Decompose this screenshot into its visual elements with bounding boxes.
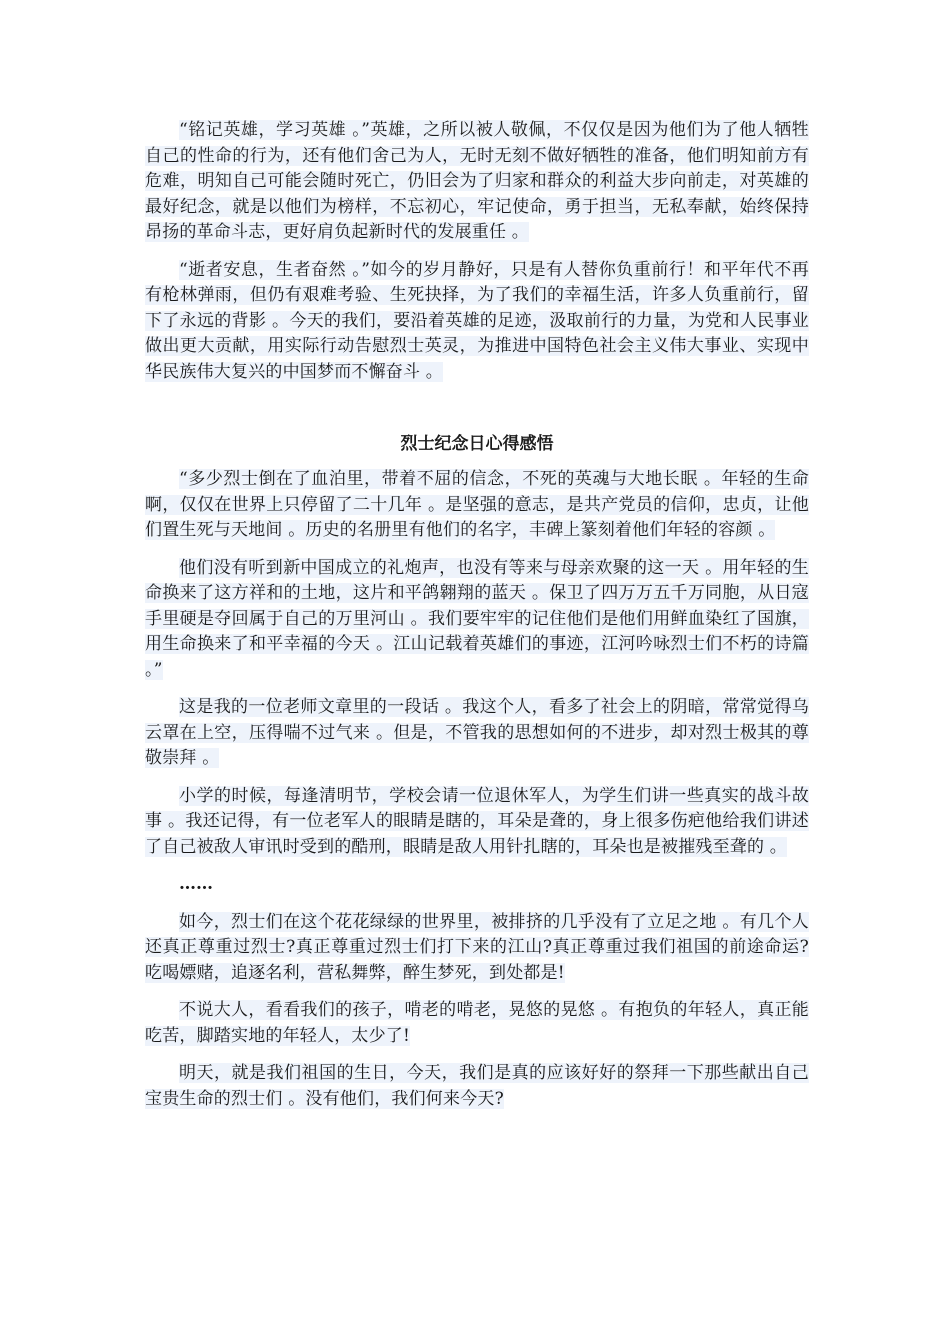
paragraph-text: “铭记英雄，学习英雄 。”英雄，之所以被人敬佩，不仅仅是因为他们为了他人牺牲自己的性命的行为，还有他们舍己为人，无时无刻不做好牺牲的准备，他们明知前方有危难，明知自己可能会随时死亡，仍旧会为了归家和群众的利益大步向前走，对英雄的最好纪念，就是以他们为榜样，不忘初心，牢记使命，勇于担当，无私奉献，始终保持昂扬的革命斗志，更好肩负起新时代的发展重任 。	[145, 120, 809, 242]
ellipsis: ……	[179, 874, 213, 894]
paragraph-text: 不说大人，看看我们的孩子，啃老的啃老，晃悠的晃悠 。有抱负的年轻人，真正能吃苦，脚踏实地的年轻人，太少了!	[145, 1000, 809, 1046]
paragraph	[145, 1061, 809, 1112]
document-page	[145, 118, 809, 1124]
paragraph-text: 他们没有听到新中国成立的礼炮声，也没有等来与母亲欢聚的这一天 。用年轻的生命换来了这方祥和的土地，这片和平鸽翱翔的蓝天 。保卫了四万万五千万同胞，从日寇手里硬是夺回属于自己的万里河山 。我们要牢牢的记住他们是他们用鲜血染红了国旗，用生命换来了和平幸福的今天 。江山记载着英雄们的事迹，江河吟咏烈士们不朽的诗篇 。”	[145, 557, 809, 680]
section-title: 烈士纪念日心得感悟	[400, 434, 554, 454]
paragraph-text: 这是我的一位老师文章里的一段话 。我这个人，看多了社会上的阴暗，常常觉得乌云罩在上空，压得喘不过气来 。但是，不管我的思想如何的不进步，却对烈士极其的尊敬崇拜 。	[145, 697, 809, 768]
paragraph	[145, 910, 809, 987]
paragraph	[145, 258, 809, 386]
paragraph	[145, 467, 809, 544]
paragraph	[145, 695, 809, 772]
paragraph-text: 如今，烈士们在这个花花绿绿的世界里，被排挤的几乎没有了立足之地 。有几个人还真正尊重过烈士?真正尊重过烈士们打下来的江山?真正尊重过我们祖国的前途命运?吃喝嫖赌，追逐名利，营私舞弊，醉生梦死，到处都是!	[145, 911, 809, 983]
paragraph-text: 明天，就是我们祖国的生日，今天，我们是真的应该好好的祭拜一下那些献出自己宝贵生命的烈士们 。没有他们，我们何来今天?	[145, 1063, 809, 1109]
paragraph	[145, 784, 809, 861]
paragraph-text: “多少烈士倒在了血泊里，带着不屈的信念，不死的英魂与大地长眠 。年轻的生命啊，仅仅在世界上只停留了二十几年 。是坚强的意志，是共产党员的信仰，忠贞，让他们置生死与天地间 。历史的名册里有他们的名字，丰碑上篆刻着他们年轻的容颜 。	[145, 469, 809, 540]
paragraph	[145, 556, 809, 684]
paragraph	[145, 998, 809, 1049]
paragraph-text: 小学的时候，每逢清明节，学校会请一位退休军人，为学生们讲一些真实的战斗故事 。我还记得，有一位老军人的眼睛是瞎的，耳朵是聋的，身上很多伤疤他给我们讲述了自己被敌人审讯时受到的酷刑，眼睛是敌人用针扎瞎的，耳朵也是被摧残至聋的 。	[145, 785, 809, 857]
paragraph-text: “逝者安息，生者奋然 。”如今的岁月静好，只是有人替你负重前行！和平年代不再有枪林弹雨，但仍有艰难考验、生死抉择，为了我们的幸福生活，许多人负重前行，留下了永远的背影 。今天的我们，要沿着英雄的足迹，汲取前行的力量，为党和人民事业做出更大贡献，用实际行动告慰烈士英灵，为推进中国特色社会主义伟大事业、实现中华民族伟大复兴的中国梦而不懈奋斗 。	[145, 259, 809, 382]
paragraph	[145, 118, 809, 246]
